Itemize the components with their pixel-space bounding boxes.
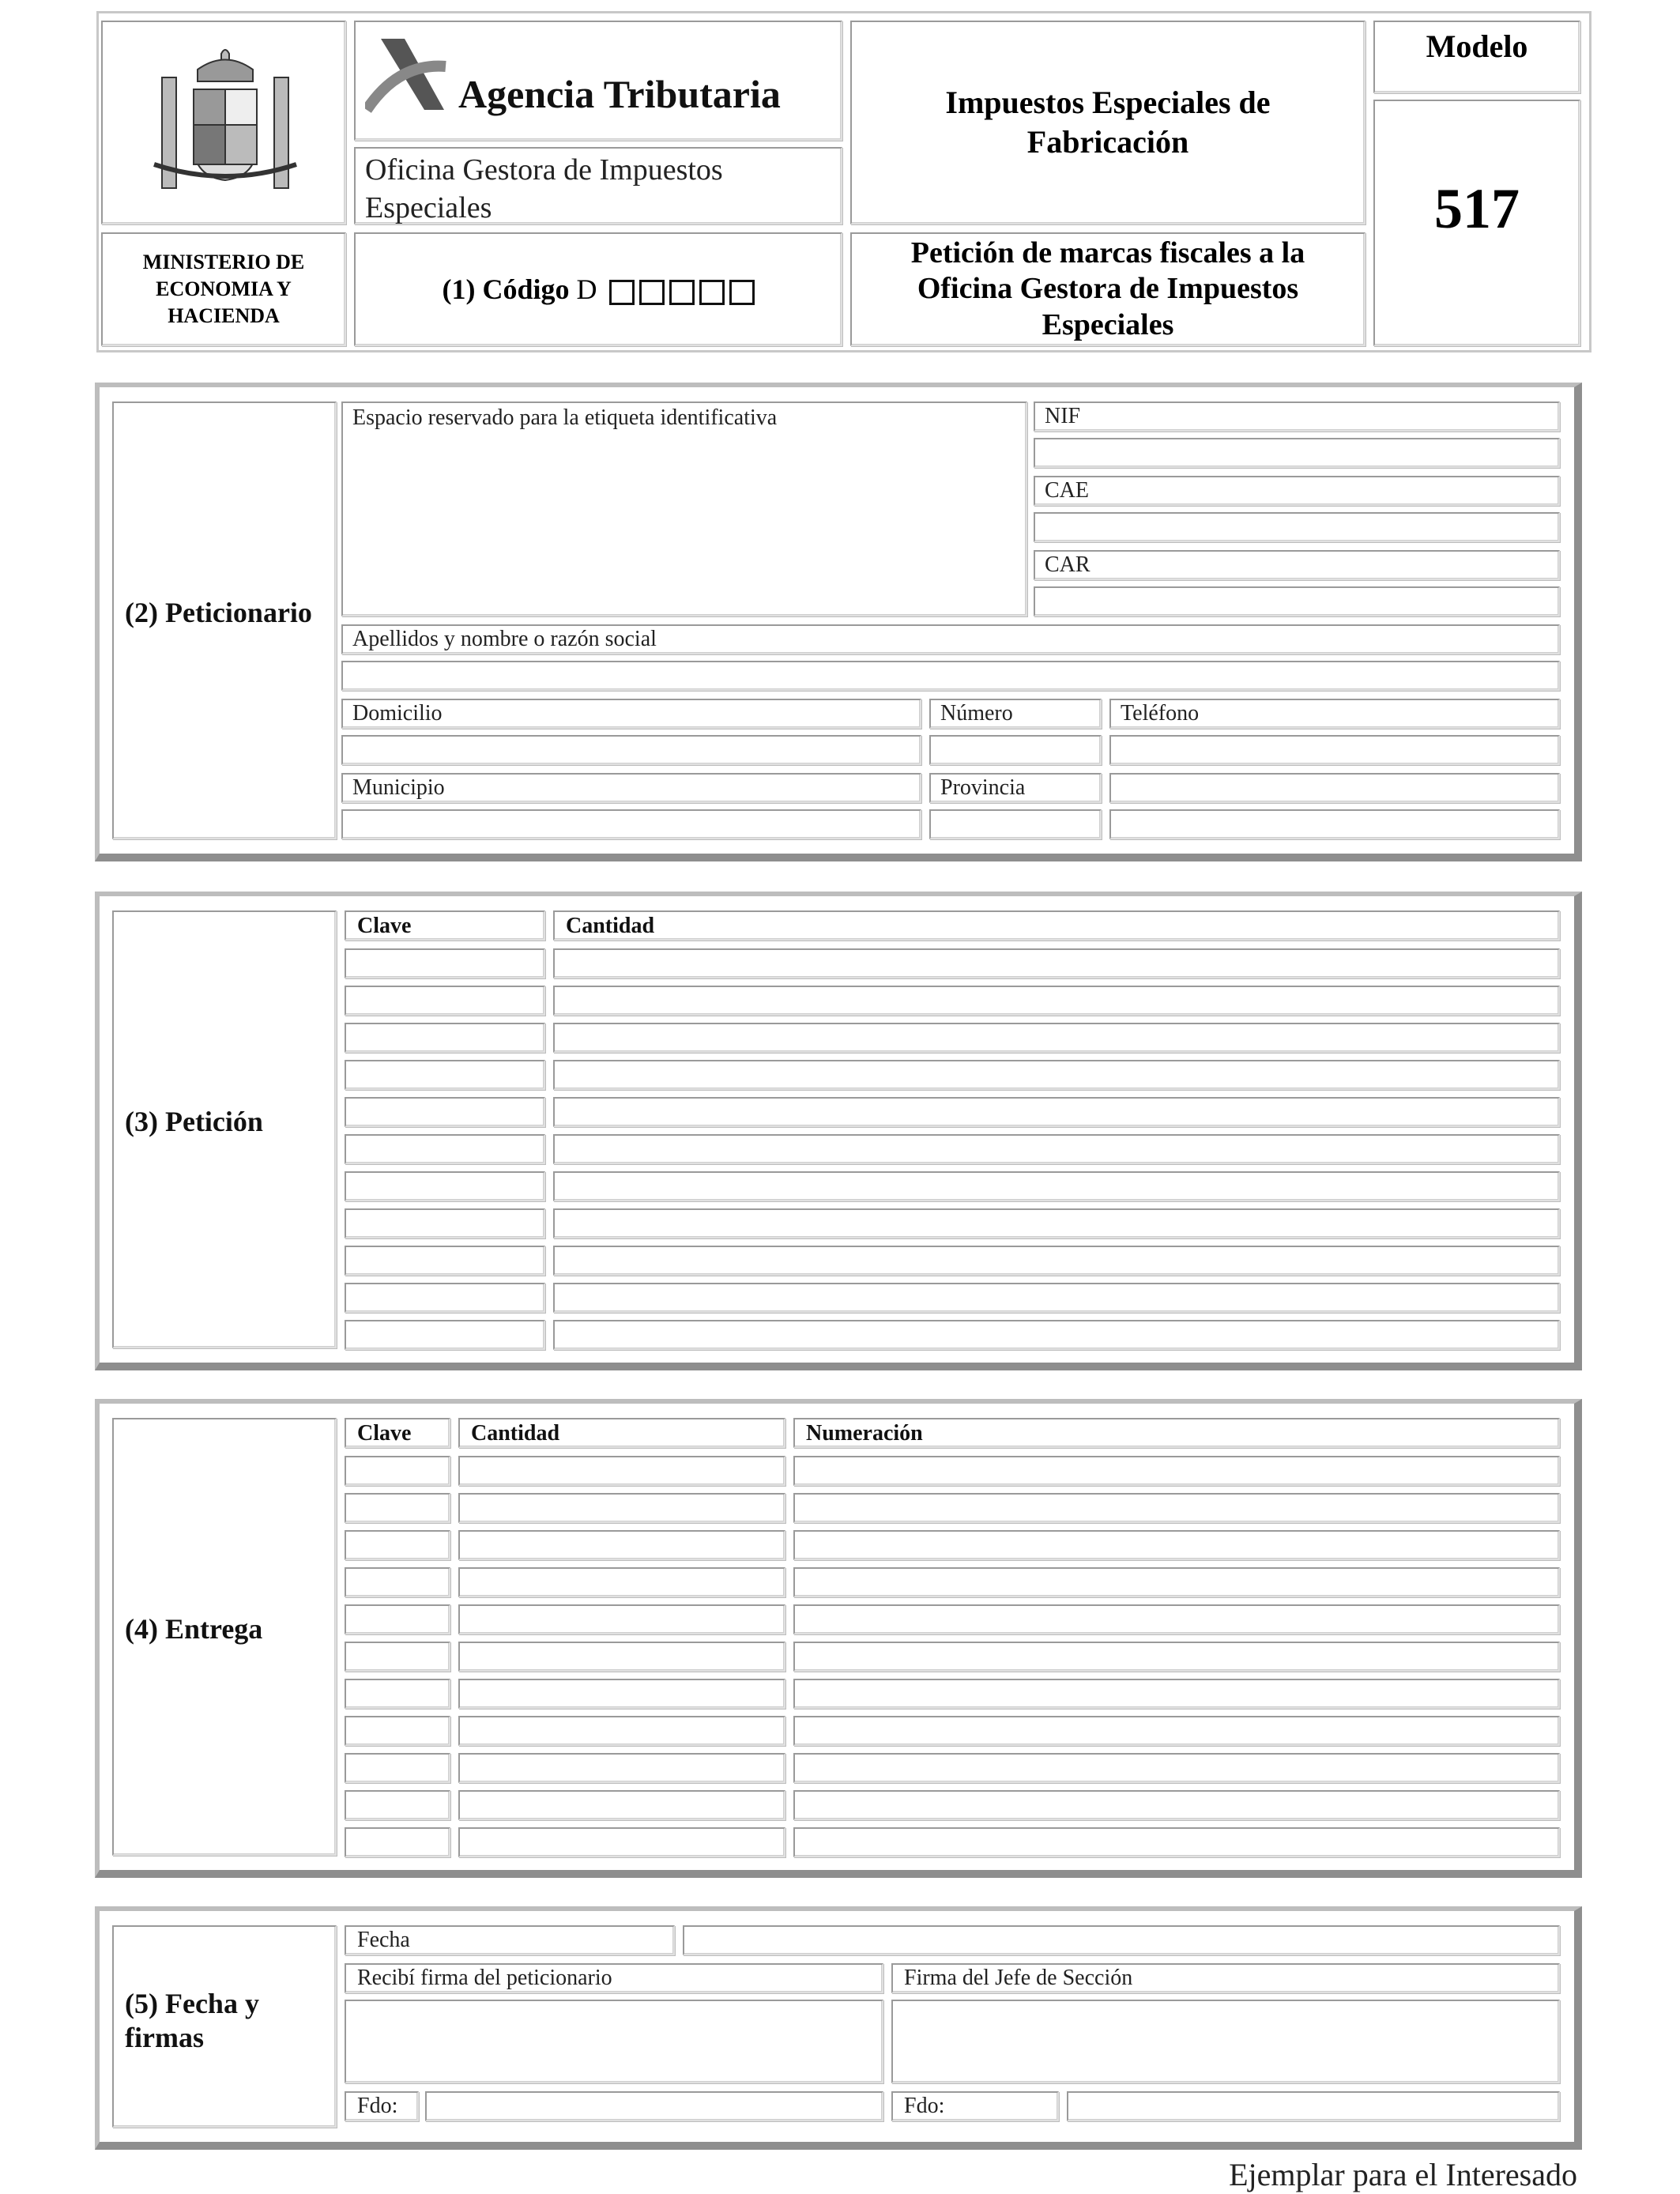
- entrega-clave-input[interactable]: [345, 1456, 450, 1486]
- entrega-cantidad-input[interactable]: [458, 1642, 785, 1672]
- peticion-clave-input[interactable]: [345, 1283, 545, 1313]
- nif-input[interactable]: [1034, 438, 1560, 468]
- peticion-clave-input[interactable]: [345, 1023, 545, 1053]
- name-input[interactable]: [341, 661, 1560, 691]
- peticion-clave-input[interactable]: [345, 1134, 545, 1164]
- peticion-cantidad-input[interactable]: [553, 1134, 1560, 1164]
- car-label: CAR: [1045, 552, 1090, 577]
- nif-label-cell: [1034, 401, 1560, 432]
- model-label: Modelo: [1426, 28, 1528, 64]
- peticion-clave-input[interactable]: [345, 986, 545, 1016]
- provincia-label: Provincia: [940, 775, 1026, 800]
- municipio-input[interactable]: [341, 809, 921, 839]
- numero-label-cell: [929, 699, 1102, 729]
- fdo1-label-cell: [345, 2091, 419, 2121]
- fecha-label-cell: [345, 1925, 675, 1955]
- entrega-clave-label: Clave: [357, 1421, 412, 1446]
- jefe-signature-area[interactable]: [891, 2000, 1560, 2083]
- municipio-label-cell: [341, 773, 921, 803]
- entrega-numeracion-input[interactable]: [793, 1642, 1560, 1672]
- code-label: (1) Código: [442, 273, 570, 305]
- code-cell: [354, 232, 842, 346]
- code-digit-2[interactable]: [639, 280, 665, 305]
- fdo1-input[interactable]: [425, 2091, 883, 2121]
- peticion-cantidad-input[interactable]: [553, 1283, 1560, 1313]
- numero-input[interactable]: [929, 735, 1102, 765]
- name-label: Apellidos y nombre o razón social: [352, 627, 657, 651]
- office-name: Oficina Gestora de Impuestos Especiales: [365, 153, 723, 224]
- peticion-clave-input[interactable]: [345, 1320, 545, 1350]
- peticion-cantidad-input[interactable]: [553, 1097, 1560, 1127]
- model-number: 517: [1434, 176, 1520, 240]
- entrega-clave-input[interactable]: [345, 1642, 450, 1672]
- fdo2-label: Fdo:: [904, 2094, 945, 2118]
- code-prefix: D: [576, 273, 597, 305]
- peticion-cantidad-header: [553, 910, 1560, 941]
- numero-label: Número: [940, 701, 1013, 726]
- tax-title-cell: [850, 21, 1365, 224]
- peticion-cantidad-input[interactable]: [553, 986, 1560, 1016]
- entrega-clave-input[interactable]: [345, 1790, 450, 1820]
- firmas-title-cell: [112, 1925, 337, 2128]
- municipio-label: Municipio: [352, 775, 445, 800]
- peticion-title-cell: [112, 910, 337, 1348]
- label-area-text: Espacio reservado para la etiqueta identificativa: [352, 405, 778, 430]
- entrega-numeracion-input[interactable]: [793, 1530, 1560, 1560]
- code-digit-4[interactable]: [699, 280, 725, 305]
- peticion-cantidad-input[interactable]: [553, 1171, 1560, 1201]
- cae-label: CAE: [1045, 478, 1089, 503]
- entrega-numeracion-input[interactable]: [793, 1567, 1560, 1597]
- entrega-clave-header: [345, 1418, 450, 1448]
- fdo2-input[interactable]: [1067, 2091, 1560, 2121]
- entrega-cantidad-header: [458, 1418, 785, 1448]
- entrega-clave-input[interactable]: [345, 1567, 450, 1597]
- entrega-cantidad-input[interactable]: [458, 1827, 785, 1857]
- provincia-extra-input[interactable]: [1109, 809, 1560, 839]
- coat-of-arms-icon: [146, 46, 304, 204]
- entrega-title-cell: [112, 1418, 337, 1856]
- entrega-numeracion-header: [793, 1418, 1560, 1448]
- office-cell: [354, 147, 842, 224]
- form-title: Petición de marcas fiscales a la Oficina Gestora de Impuestos Especiales: [910, 236, 1305, 341]
- entrega-clave-input[interactable]: [345, 1604, 450, 1634]
- entrega-cantidad-input[interactable]: [458, 1679, 785, 1709]
- entrega-cantidad-input[interactable]: [458, 1456, 785, 1486]
- telefono-label-cell: [1109, 699, 1560, 729]
- entrega-clave-input[interactable]: [345, 1753, 450, 1783]
- peticion-clave-input[interactable]: [345, 1060, 545, 1090]
- peticion-clave-label: Clave: [357, 914, 412, 938]
- entrega-numeracion-input[interactable]: [793, 1679, 1560, 1709]
- domicilio-input[interactable]: [341, 735, 921, 765]
- firmas-title: (5) Fecha y firmas: [125, 1988, 259, 2054]
- model-label-cell: [1373, 21, 1580, 93]
- code-digit-1[interactable]: [609, 280, 635, 305]
- label-area: [341, 401, 1027, 616]
- peticion-cantidad-input[interactable]: [553, 1246, 1560, 1276]
- model-number-cell: [1373, 100, 1580, 346]
- provincia-code-input[interactable]: [1109, 773, 1560, 803]
- domicilio-label: Domicilio: [352, 701, 443, 726]
- peticion-clave-input[interactable]: [345, 1097, 545, 1127]
- telefono-input[interactable]: [1109, 735, 1560, 765]
- entrega-cantidad-input[interactable]: [458, 1716, 785, 1746]
- entrega-numeracion-input[interactable]: [793, 1716, 1560, 1746]
- entrega-numeracion-input[interactable]: [793, 1827, 1560, 1857]
- coat-of-arms-cell: [101, 21, 346, 224]
- entrega-numeracion-input[interactable]: [793, 1493, 1560, 1523]
- entrega-cantidad-input[interactable]: [458, 1790, 785, 1820]
- entrega-numeracion-input[interactable]: [793, 1604, 1560, 1634]
- entrega-clave-input[interactable]: [345, 1530, 450, 1560]
- recibi-label-cell: [345, 1963, 883, 1993]
- entrega-cantidad-input[interactable]: [458, 1567, 785, 1597]
- provincia-input[interactable]: [929, 809, 1102, 839]
- entrega-cantidad-input[interactable]: [458, 1753, 785, 1783]
- code-digit-5[interactable]: [729, 280, 755, 305]
- recibi-label: Recibí firma del peticionario: [357, 1966, 612, 1990]
- ministry-cell: [101, 232, 346, 346]
- peticion-title: (3) Petición: [125, 1106, 263, 1137]
- car-label-cell: [1034, 550, 1560, 580]
- cae-label-cell: [1034, 476, 1560, 506]
- cae-input[interactable]: [1034, 512, 1560, 542]
- entrega-numeracion-input[interactable]: [793, 1753, 1560, 1783]
- domicilio-label-cell: [341, 699, 921, 729]
- entrega-clave-input[interactable]: [345, 1679, 450, 1709]
- entrega-numeracion-input[interactable]: [793, 1456, 1560, 1486]
- footer-copy-label: Ejemplar para el Interesado: [1229, 2157, 1577, 2192]
- peticion-clave-input[interactable]: [345, 1171, 545, 1201]
- firma-jefe-label: Firma del Jefe de Sección: [904, 1966, 1133, 1990]
- car-input[interactable]: [1034, 586, 1560, 616]
- fdo1-label: Fdo:: [357, 2094, 398, 2118]
- agency-logo-icon: [365, 35, 452, 114]
- fecha-label: Fecha: [357, 1928, 410, 1952]
- fdo2-label-cell: [891, 2091, 1059, 2121]
- name-label-cell: [341, 624, 1560, 654]
- entrega-clave-input[interactable]: [345, 1827, 450, 1857]
- peticion-cantidad-input[interactable]: [553, 948, 1560, 978]
- peticion-cantidad-input[interactable]: [553, 1060, 1560, 1090]
- agency-cell: [354, 21, 842, 141]
- entrega-cantidad-input[interactable]: [458, 1604, 785, 1634]
- recibi-signature-area[interactable]: [345, 2000, 883, 2083]
- peticion-clave-input[interactable]: [345, 1246, 545, 1276]
- peticionario-title-cell: [112, 401, 337, 839]
- entrega-clave-input[interactable]: [345, 1716, 450, 1746]
- peticion-clave-input[interactable]: [345, 1208, 545, 1238]
- provincia-label-cell: [929, 773, 1102, 803]
- entrega-cantidad-input[interactable]: [458, 1530, 785, 1560]
- agency-name: Agencia Tributaria: [458, 72, 781, 116]
- peticion-clave-input[interactable]: [345, 948, 545, 978]
- peticion-cantidad-input[interactable]: [553, 1320, 1560, 1350]
- firma-jefe-label-cell: [891, 1963, 1560, 1993]
- form-title-cell: [850, 232, 1365, 346]
- peticionario-title: (2) Peticionario: [125, 597, 312, 628]
- nif-label: NIF: [1045, 404, 1081, 428]
- peticion-cantidad-input[interactable]: [553, 1208, 1560, 1238]
- telefono-label: Teléfono: [1121, 701, 1200, 726]
- peticion-clave-header: [345, 910, 545, 941]
- entrega-title: (4) Entrega: [125, 1613, 263, 1645]
- entrega-cantidad-input[interactable]: [458, 1493, 785, 1523]
- entrega-cantidad-label: Cantidad: [471, 1421, 560, 1446]
- entrega-numeracion-input[interactable]: [793, 1790, 1560, 1820]
- entrega-numeracion-label: Numeración: [806, 1421, 923, 1446]
- peticion-cantidad-label: Cantidad: [566, 914, 655, 938]
- ministry-name: MINISTERIO DE ECONOMIA Y HACIENDA: [142, 251, 305, 327]
- fecha-input[interactable]: [683, 1925, 1560, 1955]
- code-digit-3[interactable]: [669, 280, 695, 305]
- entrega-clave-input[interactable]: [345, 1493, 450, 1523]
- peticion-cantidad-input[interactable]: [553, 1023, 1560, 1053]
- tax-title: Impuestos Especiales de Fabricación: [945, 85, 1271, 160]
